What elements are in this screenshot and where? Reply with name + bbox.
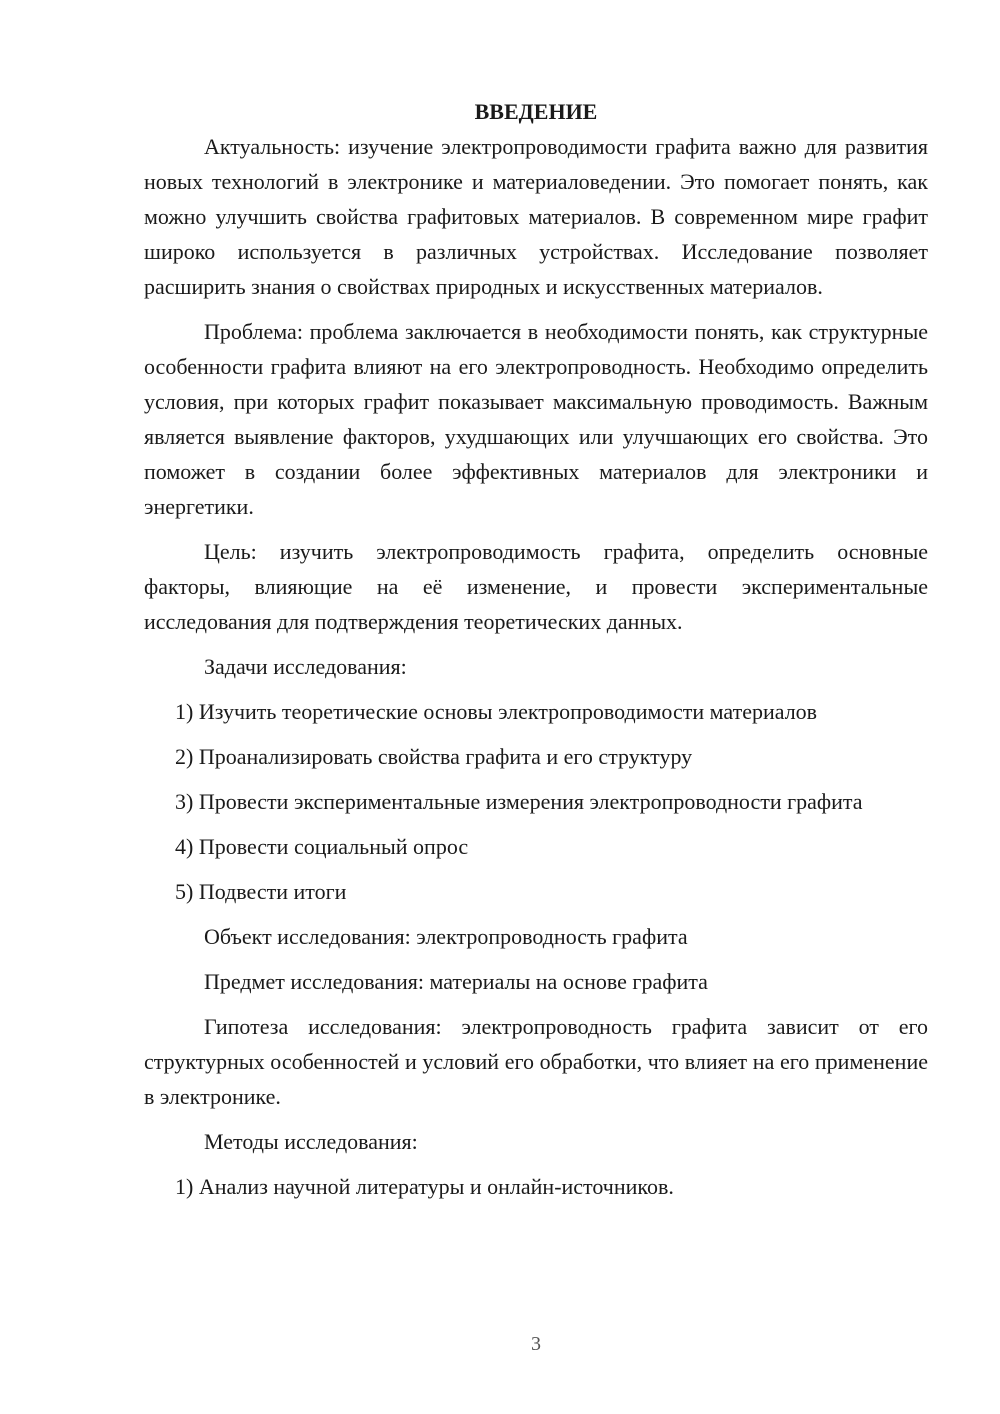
tasks-heading: Задачи исследования: — [204, 654, 407, 679]
task-item: 1) Изучить теоретические основы электропроводимости материалов — [175, 699, 818, 724]
paragraph-goal: Цель: изучить электропроводимость графита, определить основные факторы, влияющие на её изменение, и провести экспериментальные исследования для подтверждения теоретических данных. — [144, 539, 928, 634]
task-item: 3) Провести экспериментальные измерения электропроводности графита — [175, 789, 863, 814]
paragraph-problem: Проблема: проблема заключается в необходимости понять, как структурные особенности графита влияют на его электропроводность. Необходимо определить условия, при которых графит показывает максимальную проводимость. Важным является выявление факторов, ухудшающих или улучшающих его свойства. Это поможет в создании более эффективных материалов для электроники и энергетики. — [144, 319, 928, 519]
task-item: 5) Подвести итоги — [175, 879, 347, 904]
task-item: 2) Проанализировать свойства графита и его структуру — [175, 744, 693, 769]
page-number: 3 — [531, 1333, 541, 1355]
document-page — [144, 94, 928, 1204]
paragraph-object: Объект исследования: электропроводность графита — [204, 924, 688, 949]
task-item: 4) Провести социальный опрос — [175, 834, 469, 859]
paragraph-hypothesis: Гипотеза исследования: электропроводность графита зависит от его структурных особенностей и условий его обработки, что влияет на его применение в электронике. — [144, 1014, 928, 1109]
method-item: 1) Анализ научной литературы и онлайн-источников. — [175, 1174, 674, 1199]
page-title: ВВЕДЕНИЕ — [474, 99, 598, 124]
methods-heading: Методы исследования: — [204, 1129, 418, 1154]
paragraph-relevance: Актуальность: изучение электропроводимости графита важно для развития новых технологий в электронике и материаловедении. Это помогает понять, как можно улучшить свойства графитовых материалов. В современном мире графит широко используется в различных устройствах. Исследование позволяет расширить знания о свойствах природных и искусственных материалов. — [144, 134, 928, 299]
paragraph-subject: Предмет исследования: материалы на основе графита — [204, 969, 708, 994]
